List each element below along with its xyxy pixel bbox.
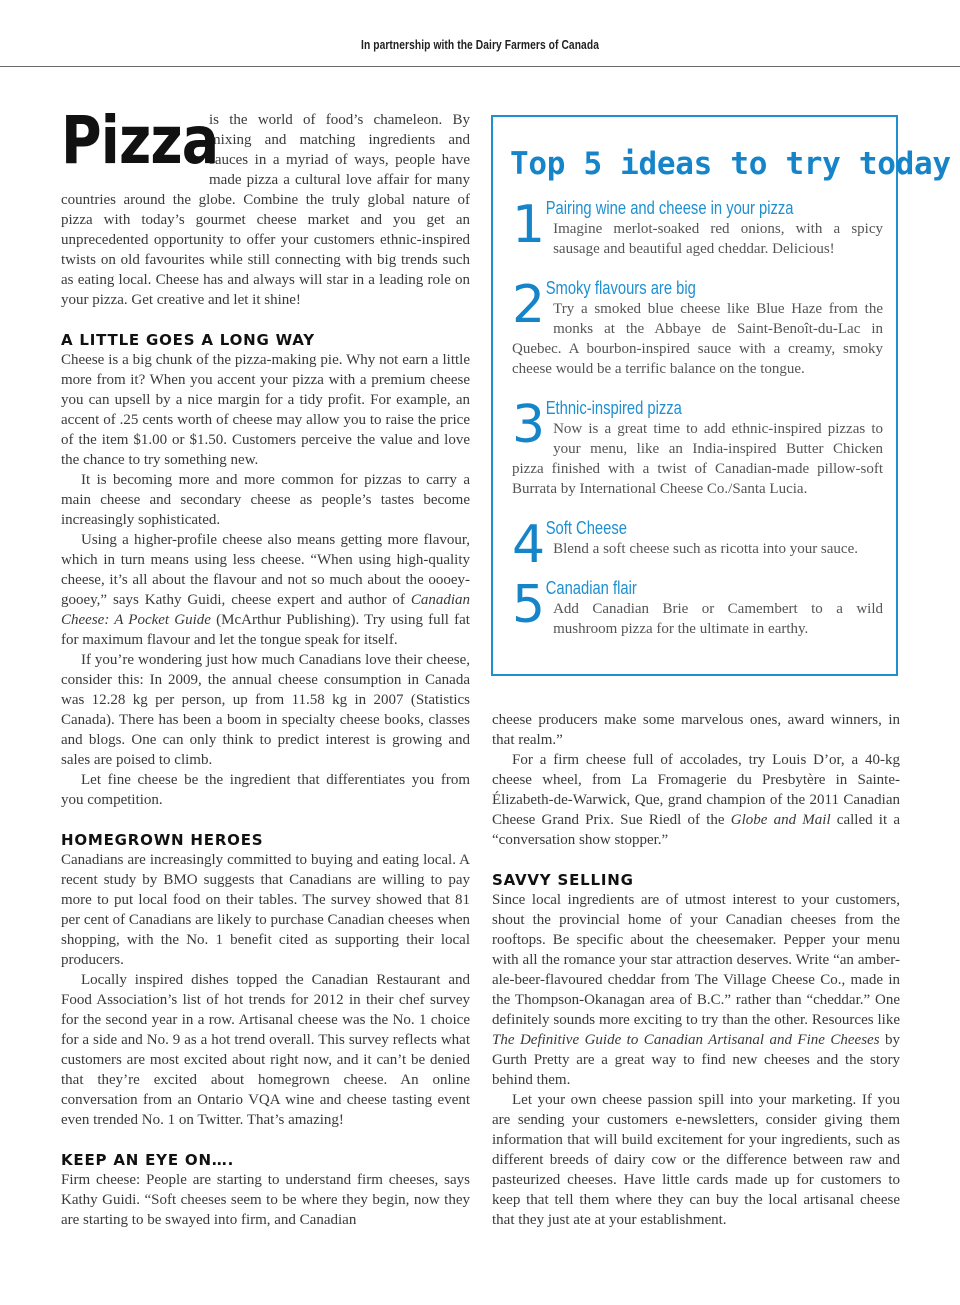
text-run: called it a “conversation show stopper.” bbox=[492, 812, 900, 848]
publication-title: Globe and Mail bbox=[730, 812, 831, 828]
idea-number: 1 bbox=[512, 195, 546, 255]
idea-item bbox=[512, 195, 883, 259]
paragraph: Firm cheese: People are starting to understand firm cheeses, says Kathy Guidi. “Soft cheeses seem to be where they begin, now they are starting to be swayed into firm, and Canadian bbox=[61, 1172, 470, 1228]
paragraph: Canadians are increasingly committed to buying and eating local. A recent study by BMO suggests that Canadians are willing to pay more to put local food on their tables. The survey showed that 81 per cent of Canadians are likely to purchase Canadian cheeses when shopping, with the No. 1 benefit cited as supporting their local producers. bbox=[61, 852, 470, 968]
idea-item bbox=[512, 515, 883, 575]
idea-number: 5 bbox=[512, 575, 546, 635]
left-column bbox=[61, 102, 470, 1230]
text-run: For a firm cheese full of accolades, try Louis D’or, a 40-kg cheese wheel, from La Fromagerie du Presbytère in Sainte-Élizabeth-de-Warwick, Que, grand champion of the 2011 Canadian Cheese Grand Prix. Sue Riedl of the bbox=[492, 752, 900, 828]
text-run: Since local ingredients are of utmost interest to your customers, shout the provincial home of your Canadian cheeses from the rooftops. Be specific about the cheesemaker. Pepper your menu with all the romance your star attraction deserves. Write “an amber-ale-beer-flavoured cheddar from The Village Cheese Co., made in the Thompson-Okanagan area of B.C.” rather than “cheddar.” One definitely sounds more exciting to try than the other. Resources like bbox=[492, 892, 900, 1028]
paragraph: Let your own cheese passion spill into your marketing. If you are sending your customers e-newsletters, consider giving them information that will build excitement for your ingredients, such as different breeds of dairy cow or the difference between raw and pasteurized cheeses. Have little cards made up for customers to keep that tell them where they can buy the local artisanal cheese that they just ate at your establishment. bbox=[492, 1092, 900, 1228]
paragraph bbox=[492, 890, 900, 1090]
section-heading-little: A LITTLE GOES A LONG WAY bbox=[61, 331, 315, 349]
idea-title: Pairing wine and cheese in your pizza bbox=[545, 198, 794, 218]
intro-paragraph bbox=[61, 102, 470, 310]
paragraph bbox=[492, 750, 900, 850]
idea-title: Soft Cheese bbox=[545, 518, 627, 538]
partnership-header: In partnership with the Dairy Farmers of Canada bbox=[361, 38, 599, 52]
paragraph: Let fine cheese be the ingredient that differentiates you from you competition. bbox=[61, 772, 470, 808]
idea-item bbox=[512, 275, 883, 379]
idea-title: Ethnic-inspired pizza bbox=[545, 398, 682, 418]
header-bar bbox=[0, 0, 960, 67]
book-title: The Definitive Guide to Canadian Artisanal and Fine Cheeses bbox=[492, 1032, 880, 1048]
paragraph: cheese producers make some marvelous ones, award winners, in that realm.” bbox=[492, 712, 900, 748]
idea-number: 4 bbox=[512, 515, 546, 575]
text-run: (McArthur Publishing). Try using full fat for maximum flavour and let the tongue speak for itself. bbox=[61, 612, 470, 648]
idea-body: Add Canadian Brie or Camembert to a wild mushroom pizza for the ultimate in earthy. bbox=[553, 601, 883, 637]
paragraph: Cheese is a big chunk of the pizza-making pie. Why not earn a little more from it? When you accent your pizza with a premium cheese you can upsell by a nice margin for a tidy profit. For example, an accent of .25 cents worth of cheese may allow you to raise the price of the item $1.00 or $1.50. Customers perceive the value and love the chance to try something new. bbox=[61, 352, 470, 468]
paragraph bbox=[61, 530, 470, 650]
book-title: Canadian Cheese: A Pocket Guide bbox=[61, 592, 470, 628]
idea-body: Try a smoked blue cheese like Blue Haze from the monks at the Abbaye de Saint-Benoît-du-Lac in Quebec. A bourbon-inspired sauce with a creamy, smoky cheese would be a terrific balance on the tongue. bbox=[512, 301, 883, 377]
idea-item bbox=[512, 575, 883, 639]
idea-title: Smoky flavours are big bbox=[545, 278, 696, 298]
idea-number: 3 bbox=[512, 395, 546, 455]
section-heading-keep: KEEP AN EYE ON…. bbox=[61, 1151, 235, 1169]
section-heading-homegrown: HOMEGROWN HEROES bbox=[61, 831, 264, 849]
idea-title: Canadian flair bbox=[545, 578, 637, 598]
idea-number: 2 bbox=[512, 275, 546, 335]
text-run: by Gurth Pretty are a great way to find new cheeses and the story behind them. bbox=[492, 1032, 900, 1088]
drop-word: Pizza bbox=[61, 102, 219, 179]
right-column bbox=[492, 710, 900, 1230]
idea-body: Blend a soft cheese such as ricotta into your sauce. bbox=[553, 541, 858, 557]
paragraph: Locally inspired dishes topped the Canadian Restaurant and Food Association’s list of hot trends for 2012 in their chef survey for the second year in a row. Artisanal cheese was the No. 1 choice for a side and No. 9 as a hot trend overall. This survey reflects what customers are most excited about right now, and it can’t be denied that they’re excited about homegrown cheese. An online conversation from an Ontario VQA wine and cheese tasting event even trended No. 1 on Twitter. That’s amazing! bbox=[61, 972, 470, 1128]
idea-body: Now is a great time to add ethnic-inspired pizzas to your menu, like an India-inspired Butter Chicken pizza finished with a twist of Canadian-made pillow-soft Burrata by International Cheese Co./Santa Lucia. bbox=[512, 421, 883, 497]
idea-item bbox=[512, 395, 883, 499]
sidebar-title: Top 5 ideas to try today bbox=[510, 146, 951, 182]
text-run: Using a higher-profile cheese also means getting more flavour, which in turn means using less cheese. “When using high-quality cheese, it’s all about the flavour and not so much about the oooey-gooey,” says Kathy Guidi, cheese expert and author of bbox=[61, 532, 470, 608]
intro-text: is the world of food’s chameleon. By mixing and matching ingredients and sauces in a myriad of ways, people have made pizza a cultural love affair for many countries around the globe. Combine the truly global nature of pizza with today’s gourmet cheese market and you get an unprecedented opportunity to offer your customers ethnic-inspired twists on old favourites while still connecting with big trends such as eating local. Cheese has and always will star in a leading role on your pizza. Get creative and let it shine! bbox=[61, 112, 470, 308]
paragraph: If you’re wondering just how much Canadians love their cheese, consider this: In 2009, the annual cheese consumption in Canada was 12.28 kg per person, up from 11.58 kg in 2007 (Statistics Canada). There has been a boom in specialty cheese books, classes and blogs. One can only think to predict interest is growing and sales are poised to climb. bbox=[61, 652, 470, 768]
idea-body: Imagine merlot-soaked red onions, with a spicy sausage and beautiful aged cheddar. Delicious! bbox=[553, 221, 883, 257]
paragraph: It is becoming more and more common for pizzas to carry a main cheese and secondary cheese as people’s tastes become increasingly sophisticated. bbox=[61, 472, 470, 528]
section-heading-savvy: SAVVY SELLING bbox=[492, 871, 634, 889]
